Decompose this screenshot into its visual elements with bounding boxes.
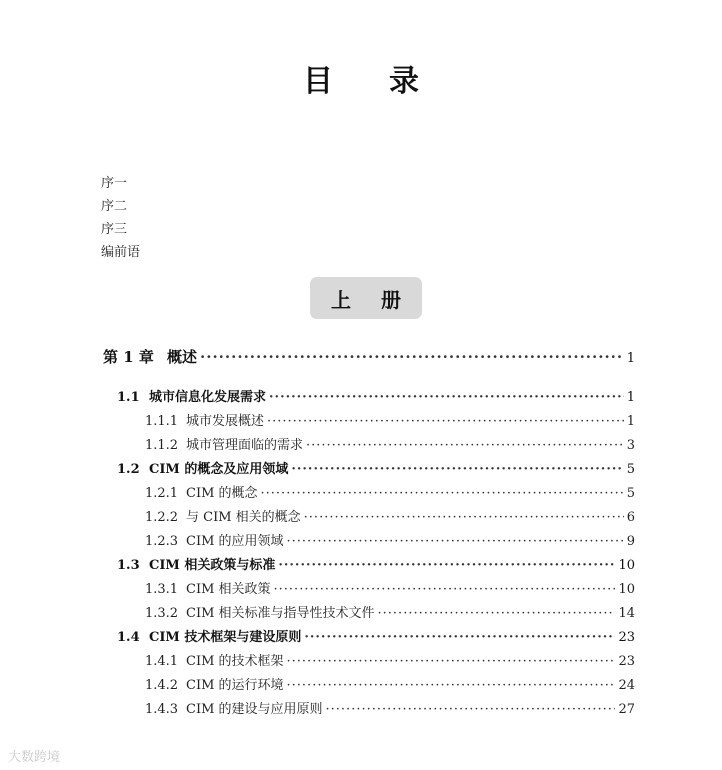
toc-title: CIM 的运行环境: [186, 678, 284, 693]
toc-title: CIM 相关标准与指导性技术文件: [186, 606, 375, 621]
toc-page: 5: [626, 486, 635, 501]
toc-title: 概述: [167, 348, 198, 366]
front-matter-item: 编前语: [101, 245, 141, 260]
dot-leader: [291, 462, 623, 477]
dot-leader: [200, 348, 624, 366]
toc-subsection: [145, 650, 635, 669]
front-matter-item: 序三: [101, 222, 128, 237]
toc-page: 1: [626, 351, 635, 366]
toc-subsection: [145, 578, 635, 597]
toc-subsection: [145, 482, 635, 501]
toc-title: 与 CIM 相关的概念: [186, 510, 301, 525]
toc-page: 14: [618, 606, 635, 621]
toc-title: CIM 的技术框架: [186, 654, 284, 669]
title-char-1: 目: [303, 64, 333, 99]
toc-subsection: [145, 410, 635, 429]
dot-leader: [274, 582, 616, 597]
toc-title: CIM 的建设与应用原则: [186, 702, 323, 717]
toc-title: CIM 的概念及应用领域: [149, 462, 289, 477]
toc-subsection: [145, 698, 635, 717]
toc-page: 9: [626, 534, 635, 549]
toc-number: 1.3: [117, 558, 140, 573]
toc-page: 5: [626, 462, 635, 477]
toc-page: 27: [618, 702, 635, 717]
dot-leader: [287, 534, 624, 549]
dot-leader: [306, 438, 624, 453]
toc-number: 1.2.3: [145, 534, 179, 549]
front-matter-item: 序一: [101, 176, 128, 191]
toc-subsection: [145, 506, 635, 525]
dot-leader: [287, 678, 616, 693]
toc-title: CIM 的应用领域: [186, 534, 284, 549]
toc-number: 1.2.1: [145, 486, 179, 501]
toc-title: CIM 相关政策与标准: [149, 558, 276, 573]
toc-section: [117, 554, 635, 573]
dot-leader: [267, 414, 624, 429]
dot-leader: [261, 486, 624, 501]
dot-leader: [304, 510, 624, 525]
dot-leader: [278, 558, 615, 573]
toc-number: 1.4.3: [145, 702, 179, 717]
toc-page: 10: [618, 582, 635, 597]
volume-char-2: 册: [381, 287, 401, 312]
title-char-2: 录: [389, 64, 419, 99]
toc-number: 1.4.2: [145, 678, 179, 693]
toc-subsection: [145, 434, 635, 453]
toc-page: 23: [618, 654, 635, 669]
toc-page: 3: [626, 438, 635, 453]
toc-page: 10: [618, 558, 635, 573]
toc-number: 1.2: [117, 462, 140, 477]
toc-page: 6: [626, 510, 635, 525]
toc-chapter: [103, 346, 635, 367]
toc-page: 1: [626, 414, 635, 429]
page-title: [0, 56, 722, 100]
toc-number: 1.3.1: [145, 582, 179, 597]
toc-number: 1.1: [117, 390, 140, 405]
front-matter-item: 序二: [101, 199, 128, 214]
toc-number: 第 1 章: [103, 348, 154, 366]
toc-number: 1.4.1: [145, 654, 179, 669]
toc-title: CIM 相关政策: [186, 582, 271, 597]
dot-leader: [287, 654, 616, 669]
watermark: 大数跨境: [8, 750, 61, 765]
toc-page: 24: [618, 678, 635, 693]
toc-title: CIM 技术框架与建设原则: [149, 630, 302, 645]
dot-leader: [269, 390, 624, 405]
toc-subsection: [145, 602, 635, 621]
toc-page: 23: [618, 630, 635, 645]
toc-number: 1.1.1: [145, 414, 179, 429]
toc-title: 城市信息化发展需求: [149, 390, 267, 405]
volume-heading: [310, 277, 422, 319]
toc-section: [117, 458, 635, 477]
front-matter-list: [101, 172, 140, 264]
dot-leader: [378, 606, 616, 621]
toc-section: [117, 626, 635, 645]
toc-title: 城市发展概述: [186, 414, 265, 429]
toc-number: 1.2.2: [145, 510, 179, 525]
toc-section: [117, 386, 635, 405]
toc-subsection: [145, 674, 635, 693]
toc-page: 1: [626, 390, 635, 405]
dot-leader: [304, 630, 615, 645]
toc-title: CIM 的概念: [186, 486, 258, 501]
toc-title: 城市管理面临的需求: [186, 438, 304, 453]
toc-number: 1.4: [117, 630, 140, 645]
toc-subsection: [145, 530, 635, 549]
volume-char-1: 上: [331, 287, 351, 312]
toc-number: 1.3.2: [145, 606, 179, 621]
dot-leader: [326, 702, 616, 717]
toc-number: 1.1.2: [145, 438, 179, 453]
